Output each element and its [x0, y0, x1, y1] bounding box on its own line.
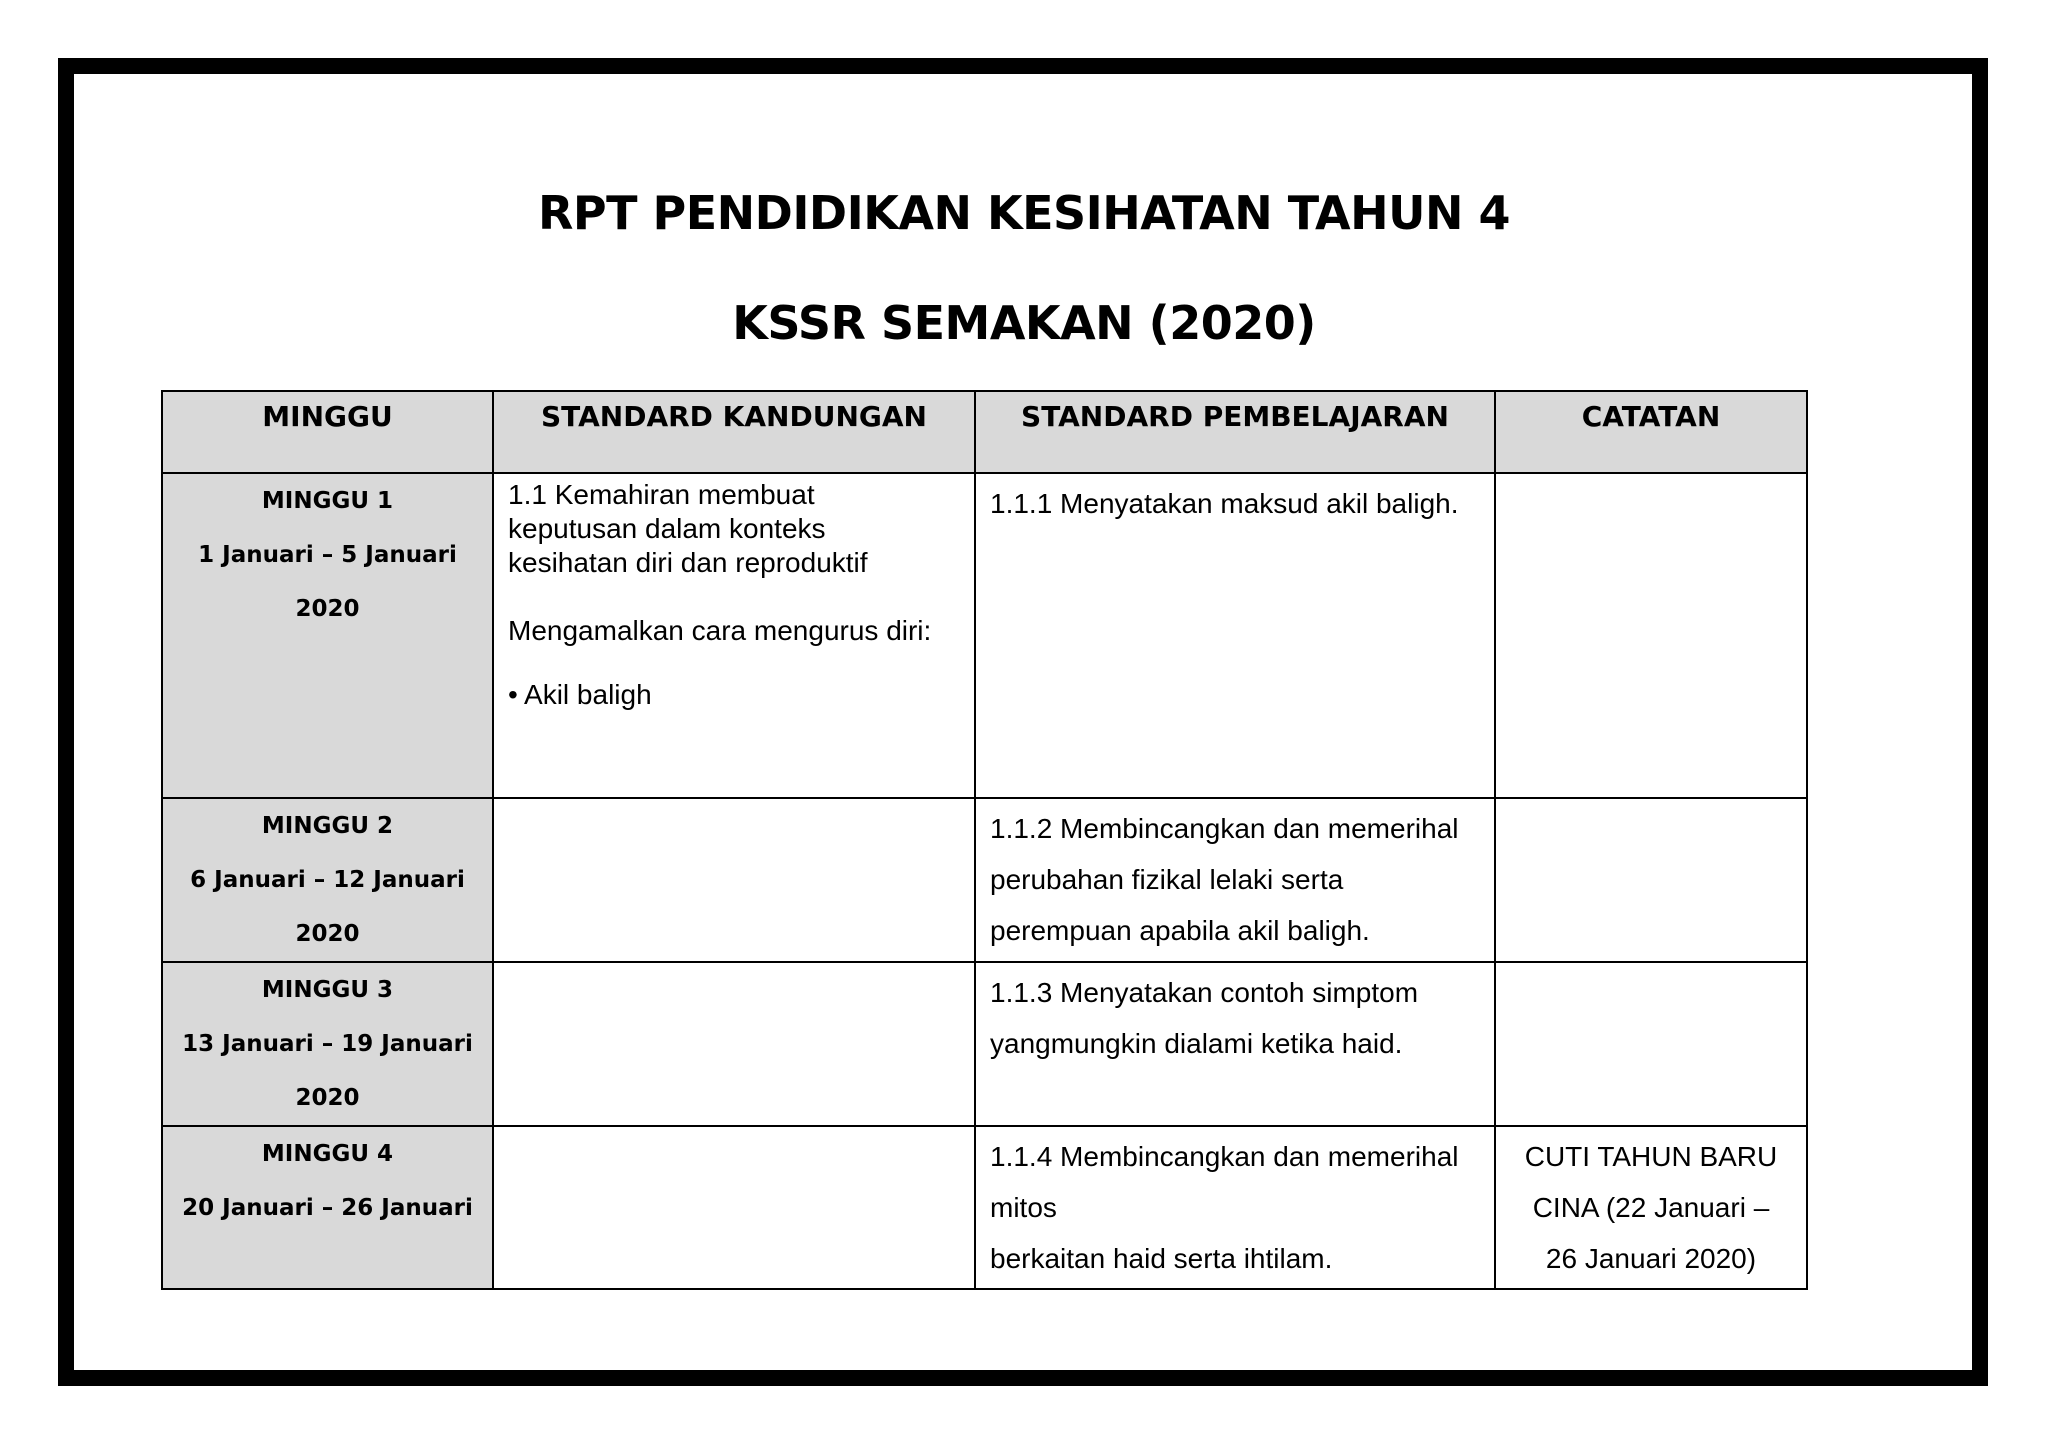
week-dates: 13 Januari – 19 Januari: [182, 1031, 473, 1057]
week-dates: 1 Januari – 5 Januari: [198, 542, 457, 568]
week-cell: [162, 798, 493, 962]
week-year: 2020: [295, 921, 360, 947]
week-dates: 20 Januari – 26 Januari: [182, 1195, 473, 1221]
table-row: [162, 473, 1807, 798]
week-year: 2020: [295, 1085, 360, 1111]
pembelajaran-line: perempuan apabila akil baligh.: [990, 915, 1370, 946]
standard-kandungan-cell: [493, 962, 975, 1126]
catatan-line: CUTI TAHUN BARU: [1524, 1141, 1778, 1172]
catatan-cell: [1495, 1126, 1807, 1289]
table-row: [162, 798, 1807, 962]
pembelajaran-line: 1.1.2 Membincangkan dan memerihal: [990, 813, 1459, 844]
standard-pembelajaran-cell: [975, 962, 1495, 1126]
standard-kandungan-cell: [493, 798, 975, 962]
header-standard-pembelajaran: STANDARD PEMBELAJARAN: [975, 391, 1495, 473]
catatan-line: CINA (22 Januari –: [1532, 1192, 1770, 1223]
kandungan-heading-line: kesihatan diri dan reproduktif: [508, 547, 868, 578]
catatan-cell: [1495, 473, 1807, 798]
week-label: MINGGU 1: [261, 488, 394, 514]
pembelajaran-line: 1.1.4 Membincangkan dan memerihal: [990, 1141, 1459, 1172]
week-year: 2020: [295, 596, 360, 622]
table-header-row: [162, 391, 1807, 473]
table-row: [162, 962, 1807, 1126]
standard-pembelajaran-cell: [975, 798, 1495, 962]
pembelajaran-line: 1.1.3 Menyatakan contoh simptom: [990, 977, 1419, 1008]
kandungan-bullet: • Akil baligh: [508, 679, 652, 710]
standard-pembelajaran-cell: [975, 473, 1495, 798]
pembelajaran-line: mitos: [990, 1192, 1057, 1223]
catatan-cell: [1495, 962, 1807, 1126]
catatan-cell: [1495, 798, 1807, 962]
header-minggu: MINGGU: [162, 391, 493, 473]
week-label: MINGGU 4: [261, 1141, 394, 1167]
week-cell: [162, 962, 493, 1126]
document-title: RPT PENDIDIKAN KESIHATAN TAHUN 4: [537, 186, 1511, 240]
pembelajaran-line: 1.1.1 Menyatakan maksud akil baligh.: [990, 488, 1459, 519]
pembelajaran-line: yangmungkin dialami ketika haid.: [990, 1028, 1403, 1059]
standard-pembelajaran-cell: [975, 1126, 1495, 1289]
kandungan-heading-line: 1.1 Kemahiran membuat: [508, 479, 815, 510]
header-standard-kandungan: STANDARD KANDUNGAN: [493, 391, 975, 473]
kandungan-heading-line: keputusan dalam konteks: [508, 513, 826, 544]
week-label: MINGGU 3: [261, 977, 394, 1003]
pembelajaran-line: perubahan fizikal lelaki serta: [990, 864, 1344, 895]
week-label: MINGGU 2: [261, 813, 394, 839]
document-subtitle: KSSR SEMAKAN (2020): [732, 296, 1316, 350]
table-row: [162, 1126, 1807, 1289]
pembelajaran-line: berkaitan haid serta ihtilam.: [990, 1243, 1333, 1274]
catatan-line: 26 Januari 2020): [1545, 1243, 1757, 1274]
header-catatan: CATATAN: [1495, 391, 1807, 473]
week-dates: 6 Januari – 12 Januari: [190, 867, 465, 893]
week-cell: [162, 473, 493, 798]
rpt-table: [161, 390, 1808, 1290]
standard-kandungan-cell: [493, 473, 975, 798]
standard-kandungan-cell: [493, 1126, 975, 1289]
kandungan-intro: Mengamalkan cara mengurus diri:: [508, 615, 932, 646]
week-cell: [162, 1126, 493, 1289]
